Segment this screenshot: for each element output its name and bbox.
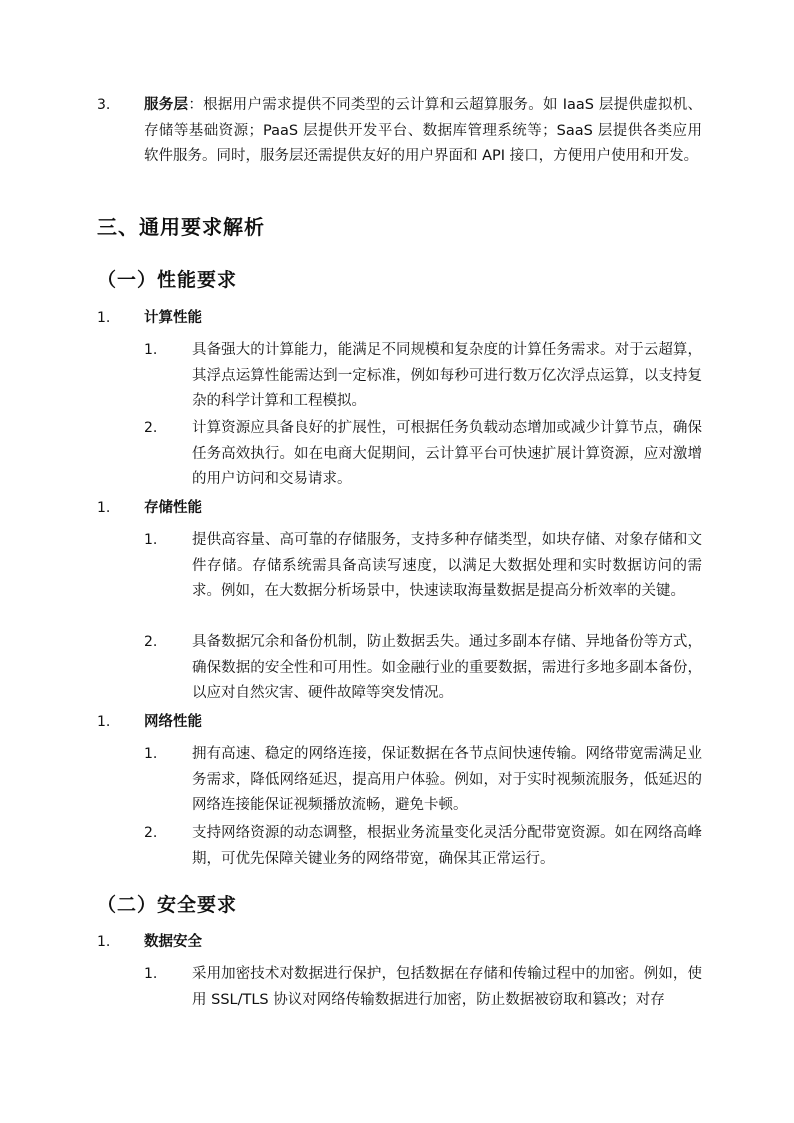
list-number: 1. — [97, 714, 111, 730]
list-number: 1. — [144, 532, 158, 548]
list-number: 1. — [144, 746, 158, 762]
list-number: 1. — [97, 500, 111, 516]
list-number: 2. — [144, 634, 158, 650]
list-item-text: 提供高容量、高可靠的存储服务，支持多种存储类型，如块存储、对象存储和文件存储。存储系统需具备高读写速度，以满足大数据处理和实时数据访问的需求。例如，在大数据分析场景中，快速读取海量数据是提高分析效率的关键。 — [192, 532, 702, 599]
data-security-heading: 数据安全 — [144, 934, 202, 950]
item3-title: 服务层 — [144, 97, 189, 113]
list-number: 1. — [97, 310, 111, 326]
list-item-text: 拥有高速、稳定的网络连接，保证数据在各节点间快速传输。网络带宽需满足业务需求，降低网络延迟，提高用户体验。例如，对于实时视频流服务，低延迟的网络连接能保证视频播放流畅，避免卡顿。 — [192, 746, 702, 813]
list-number: 2. — [144, 420, 158, 436]
list-item-text: 采用加密技术对数据进行保护，包括数据在存储和传输过程中的加密。例如，使用 SSL/TLS 协议对网络传输数据进行加密，防止数据被窃取和篡改；对存 — [192, 966, 702, 1008]
subsection-title-performance: （一）性能要求 — [97, 269, 238, 291]
list-number: 1. — [97, 934, 111, 950]
item3-paragraph — [144, 93, 702, 170]
list-number: 2. — [144, 825, 158, 841]
network-performance-heading: 网络性能 — [144, 714, 202, 730]
item3-text: ：根据用户需求提供不同类型的云计算和云超算服务。如 IaaS 层提供虚拟机、存储等基础资源；PaaS 层提供开发平台、数据库管理系统等；SaaS 层提供各类应用软件服务。同时，服务层还需提供友好的用户界面和 API 接口，方便用户使用和开发。 — [144, 97, 703, 164]
list-item-text: 计算资源应具备良好的扩展性，可根据任务负载动态增加或减少计算节点，确保任务高效执行。如在电商大促期间，云计算平台可快速扩展计算资源，应对激增的用户访问和交易请求。 — [192, 420, 702, 487]
storage-performance-heading: 存储性能 — [144, 500, 202, 516]
item-number: 3. — [97, 97, 111, 113]
list-number: 1. — [144, 966, 158, 982]
section-title: 三、通用要求解析 — [97, 215, 265, 239]
list-item-text: 具备数据冗余和备份机制，防止数据丢失。通过多副本存储、异地备份等方式，确保数据的安全性和可用性。如金融行业的重要数据，需进行多地多副本备份，以应对自然灾害、硬件故障等突发情况。 — [192, 634, 702, 701]
list-item-text: 支持网络资源的动态调整，根据业务流量变化灵活分配带宽资源。如在网络高峰期，可优先保障关键业务的网络带宽，确保其正常运行。 — [192, 825, 702, 867]
list-number: 1. — [144, 342, 158, 358]
compute-performance-heading: 计算性能 — [144, 310, 202, 326]
subsection-title-security: （二）安全要求 — [97, 894, 238, 916]
list-item-text: 具备强大的计算能力，能满足不同规模和复杂度的计算任务需求。对于云超算，其浮点运算性能需达到一定标准，例如每秒可进行数万亿次浮点运算，以支持复杂的科学计算和工程模拟。 — [192, 342, 702, 409]
